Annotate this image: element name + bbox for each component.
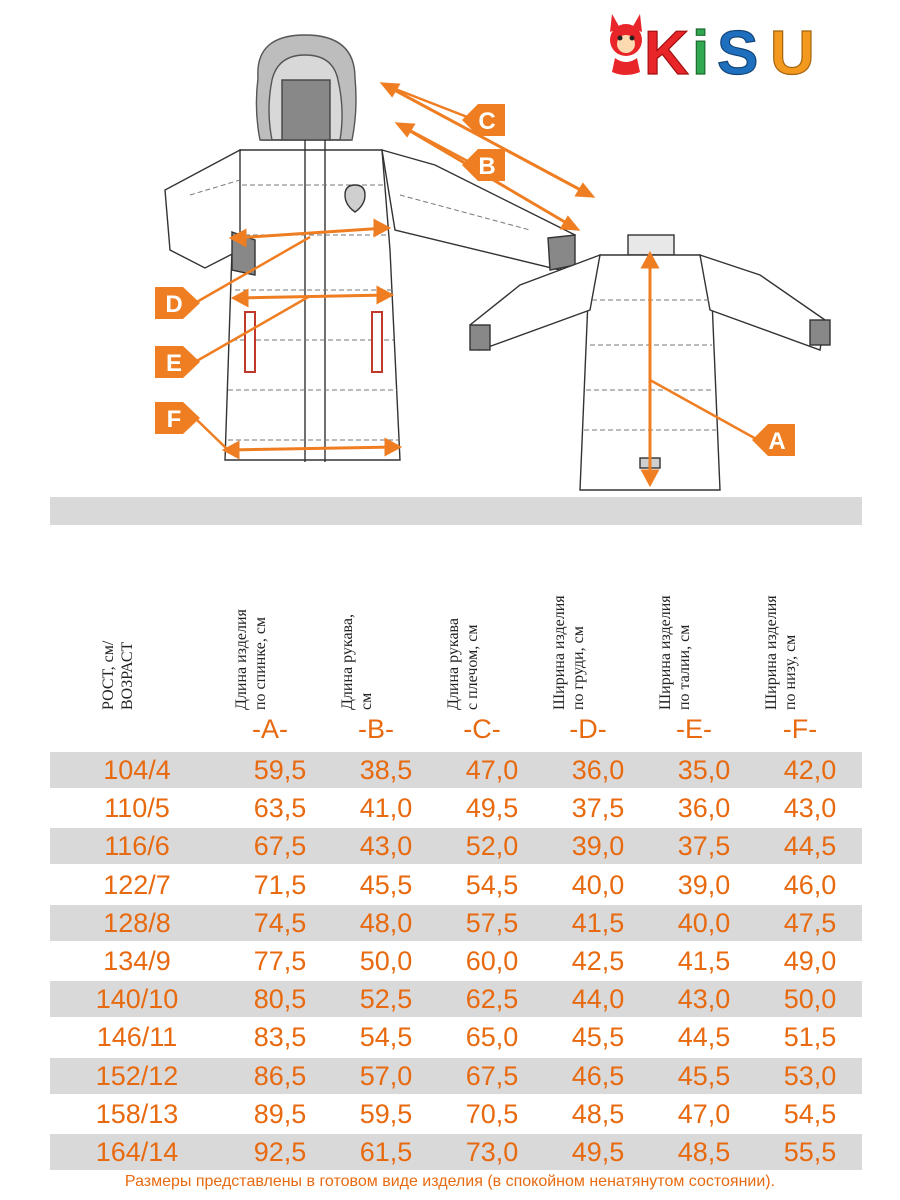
cell-measurement: 41,0	[359, 793, 413, 824]
header-sleeve-shoulder-length: Длина рукава с плечом, см	[445, 618, 481, 710]
cell-measurement: 44,5	[677, 1022, 731, 1053]
cell-measurement: 48,0	[359, 907, 413, 938]
logo-letter-k: K	[644, 19, 689, 88]
cell-measurement: 54,5	[359, 1022, 413, 1053]
header-back-length: Длина изделия по спинке, см	[233, 609, 269, 710]
cell-measurement: 37,5	[571, 793, 625, 824]
cell-height-age: 152/12	[95, 1060, 179, 1091]
header-height-age: РОСТ, см/ ВОЗРАСТ	[100, 640, 136, 710]
cell-measurement: 53,0	[783, 1060, 837, 1091]
cell-measurement: 59,5	[253, 755, 307, 785]
cell-measurement: 45,5	[359, 869, 413, 900]
cell-measurement: 47,0	[677, 1098, 731, 1129]
cell-measurement: 48,5	[571, 1098, 625, 1129]
callout-b	[462, 149, 505, 181]
cell-measurement: 42,5	[571, 946, 625, 976]
cell-measurement: 47,0	[465, 755, 519, 785]
cell-measurement: 45,5	[571, 1022, 625, 1053]
cell-measurement: 43,0	[359, 831, 413, 862]
table-row	[50, 943, 862, 979]
cell-measurement: 89,5	[253, 1098, 307, 1129]
cell-height-age: 146/11	[96, 1022, 178, 1053]
callout-b-label: B	[478, 153, 496, 180]
cell-measurement: 36,0	[571, 755, 625, 785]
column-letter-a: -A-	[252, 714, 288, 744]
table-row	[50, 981, 862, 1017]
cell-measurement: 39,0	[571, 831, 625, 862]
cell-measurement: 83,5	[253, 1022, 307, 1053]
kisu-logo	[610, 14, 815, 88]
table-row	[50, 1134, 862, 1170]
cell-measurement: 38,5	[359, 755, 413, 785]
size-diagram	[0, 0, 900, 500]
column-letter-b: -B-	[358, 714, 394, 744]
cell-measurement: 39,0	[677, 869, 731, 900]
cell-measurement: 54,5	[783, 1098, 837, 1129]
cell-measurement: 59,5	[359, 1098, 413, 1129]
fox-mascot-icon	[610, 14, 642, 75]
header-hem-width: Ширина изделия по низу, см	[763, 595, 799, 710]
cell-measurement: 62,5	[465, 984, 519, 1015]
logo-letter-u: U	[770, 19, 815, 88]
cell-measurement: 71,5	[253, 869, 307, 900]
cell-height-age: 122/7	[103, 869, 171, 900]
cell-measurement: 37,5	[677, 831, 731, 862]
header-chest-width: Ширина изделия по груди, см	[551, 595, 587, 710]
cell-measurement: 52,5	[359, 984, 413, 1015]
callout-d-label: D	[165, 291, 183, 318]
cell-measurement: 61,5	[359, 1137, 413, 1167]
table-row	[50, 828, 862, 864]
cell-height-age: 158/13	[95, 1098, 179, 1129]
cell-measurement: 55,5	[783, 1137, 837, 1167]
cell-measurement: 74,5	[253, 907, 307, 938]
cell-measurement: 57,5	[465, 907, 519, 938]
cell-measurement: 35,0	[677, 755, 731, 785]
cell-measurement: 67,5	[465, 1060, 519, 1091]
cell-measurement: 41,5	[677, 946, 731, 976]
cell-measurement: 46,0	[783, 869, 837, 900]
table-row	[50, 1019, 862, 1055]
cell-height-age: 140/10	[95, 984, 179, 1015]
cell-measurement: 65,0	[465, 1022, 519, 1053]
footnote: Размеры представлены в готовом виде изделия (в спокойном ненатянутом состоянии).	[124, 1173, 776, 1190]
cell-measurement: 48,5	[677, 1137, 731, 1167]
logo-letter-i: i	[692, 19, 710, 88]
coat-front-illustration	[165, 35, 575, 462]
cell-measurement: 63,5	[253, 793, 307, 824]
table-row	[50, 790, 862, 826]
cell-measurement: 57,0	[359, 1060, 413, 1091]
cell-measurement: 43,0	[677, 984, 731, 1015]
header-waist-width: Ширина изделия по талии, см	[657, 595, 693, 710]
column-letter-d: -D-	[569, 714, 607, 744]
cell-measurement: 40,0	[677, 907, 731, 938]
cell-height-age: 116/6	[104, 831, 170, 862]
cell-height-age: 128/8	[103, 907, 171, 938]
cell-height-age: 110/5	[104, 793, 170, 824]
cell-measurement: 86,5	[253, 1060, 307, 1091]
callout-d	[155, 287, 200, 319]
callout-a-label: A	[768, 428, 786, 455]
cell-measurement: 46,5	[571, 1060, 625, 1091]
cell-measurement: 73,0	[465, 1137, 519, 1167]
cell-measurement: 40,0	[571, 869, 625, 900]
callout-f-label: F	[166, 406, 182, 433]
cell-measurement: 43,0	[783, 793, 837, 824]
column-letter-e: -E-	[676, 714, 712, 744]
callout-a	[752, 424, 795, 456]
cell-measurement: 60,0	[465, 946, 519, 976]
column-letter-f: -F-	[782, 714, 818, 744]
cell-measurement: 54,5	[465, 869, 519, 900]
cell-height-age: 104/4	[103, 755, 171, 785]
table-top-band	[50, 497, 862, 525]
table-row	[50, 1058, 862, 1094]
cell-measurement: 49,5	[465, 793, 519, 824]
cell-measurement: 51,5	[783, 1022, 837, 1053]
cell-measurement: 70,5	[465, 1098, 519, 1129]
callout-e-label: E	[165, 350, 183, 377]
cell-measurement: 49,5	[571, 1137, 625, 1167]
table-row	[50, 752, 862, 788]
cell-measurement: 80,5	[253, 984, 307, 1015]
cell-measurement: 77,5	[253, 946, 307, 976]
cell-measurement: 47,5	[783, 907, 837, 938]
cell-height-age: 164/14	[95, 1137, 179, 1167]
cell-measurement: 41,5	[571, 907, 625, 938]
table-row	[50, 1096, 862, 1132]
callout-c-label: C	[478, 108, 496, 135]
cell-measurement: 92,5	[253, 1137, 307, 1167]
cell-measurement: 50,0	[359, 946, 413, 976]
cell-measurement: 50,0	[783, 984, 837, 1015]
cell-measurement: 42,0	[783, 755, 837, 785]
header-sleeve-length: Длина рукава, см	[339, 614, 375, 710]
cell-measurement: 45,5	[677, 1060, 731, 1091]
cell-measurement: 44,0	[571, 984, 625, 1015]
cell-measurement: 36,0	[677, 793, 731, 824]
logo-letter-s: S	[717, 19, 759, 88]
column-letter-c: -C-	[463, 714, 501, 744]
callout-f	[155, 402, 200, 434]
cell-measurement: 44,5	[783, 831, 837, 862]
cell-measurement: 49,0	[783, 946, 837, 976]
cell-height-age: 134/9	[103, 946, 171, 976]
cell-measurement: 52,0	[465, 831, 519, 862]
callout-e	[155, 346, 200, 378]
table-row	[50, 905, 862, 941]
cell-measurement: 67,5	[253, 831, 307, 862]
table-row	[50, 867, 862, 903]
